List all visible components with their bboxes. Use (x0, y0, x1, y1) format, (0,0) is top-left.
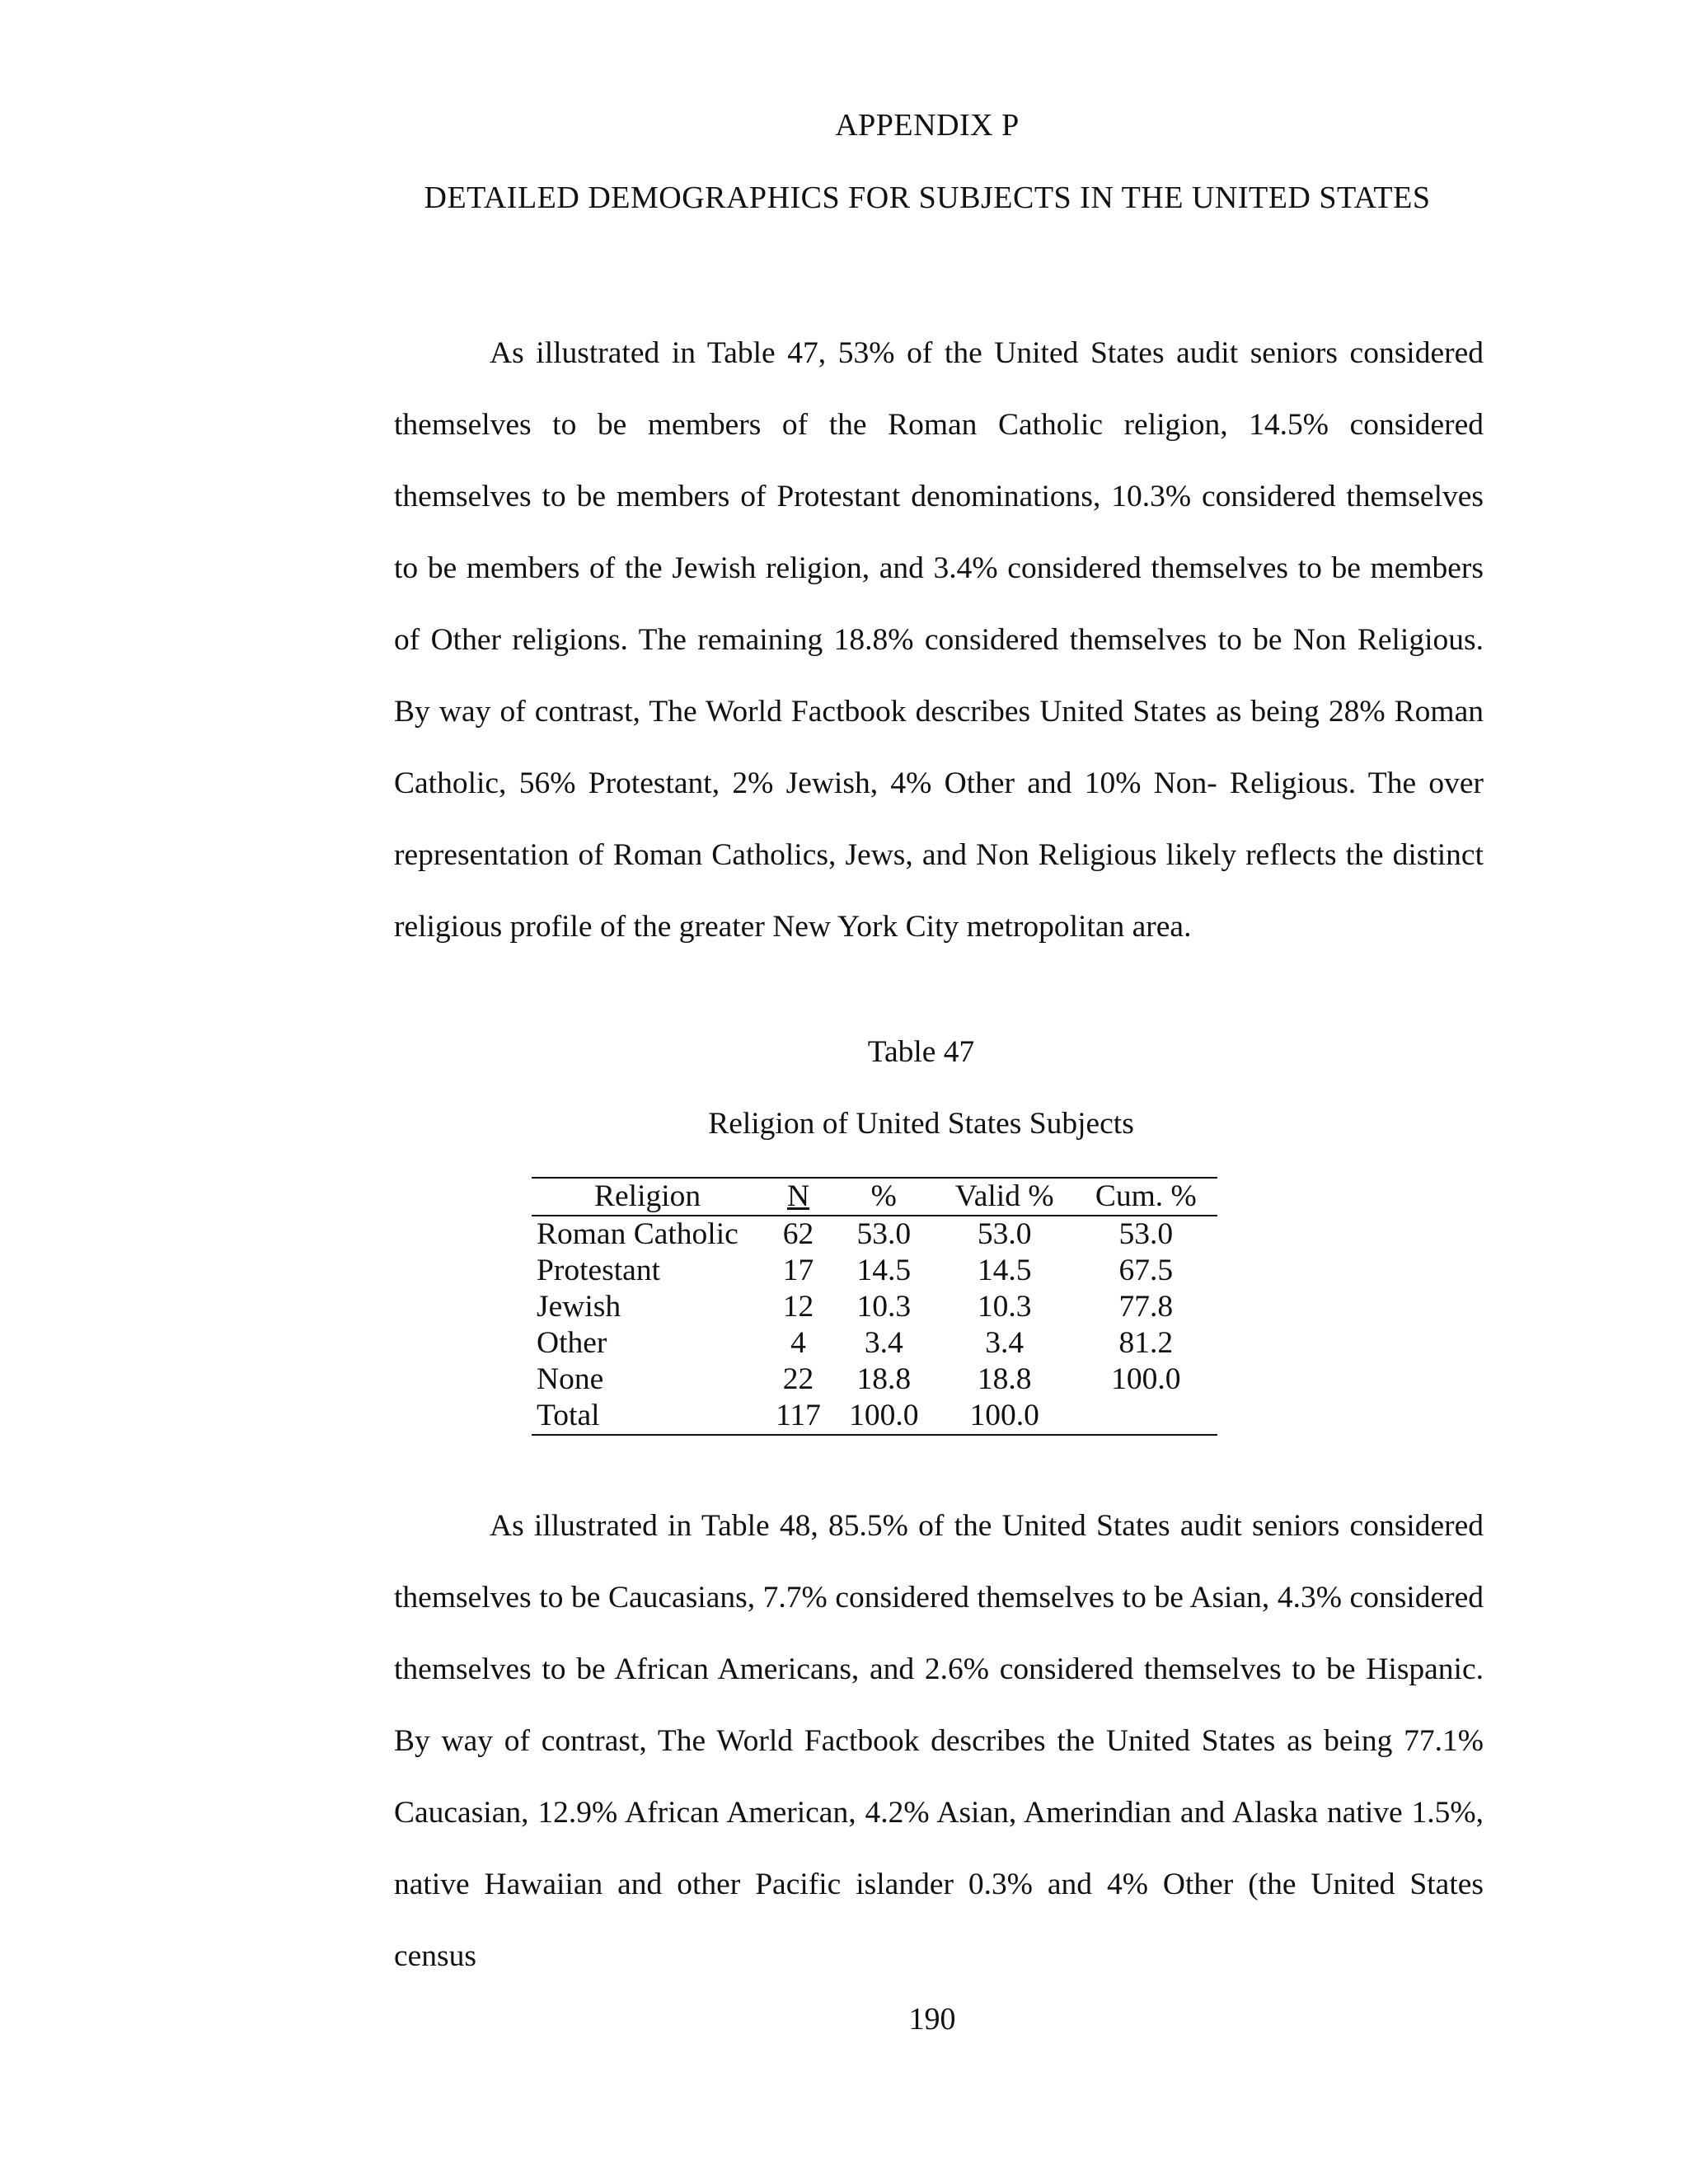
cell-percent: 14.5 (856, 1254, 912, 1287)
cell-valid-percent: 14.5 (977, 1254, 1032, 1287)
paragraph-religion: As illustrated in Table 47, 53% of the United States audit seniors considered themselves to be members of the Roman Catholic religion, 14.5% considered themselves to be members of Protestant denominations, 10.3% considered themselves to be members of the Jewish religion, and 3.4% considered themselves to be members of Other religions. The remaining 18.8% considered themselves to be Non Religious. By way of contrast, The World Factbook describes United States as being 28% Roman Catholic, 56% Protestant, 2% Jewish, 4% Other and 10% Non- Religious. The over representation of Roman Catholics, Jews, and Non Religious likely reflects the distinct religious profile of the greater New York City metropolitan area. (394, 336, 1484, 944)
cell-valid-percent: 100.0 (969, 1399, 1039, 1432)
header-percent: % (870, 1179, 897, 1213)
cell-percent: 100.0 (849, 1399, 919, 1432)
table-row-total (532, 1398, 1217, 1435)
page-number: 190 (908, 2002, 956, 2036)
cell-religion: None (537, 1362, 604, 1396)
table-header-row (532, 1178, 1217, 1216)
cell-n: 4 (790, 1326, 806, 1360)
table-row (532, 1253, 1217, 1289)
header-valid-percent: Valid % (954, 1179, 1054, 1213)
table-row (532, 1289, 1217, 1325)
cell-cumulative-percent: 81.2 (1118, 1326, 1174, 1360)
table-row (532, 1325, 1217, 1361)
cell-religion: Total (537, 1399, 600, 1432)
cell-valid-percent: 3.4 (985, 1326, 1025, 1360)
cell-n: 22 (782, 1362, 814, 1396)
appendix-label: APPENDIX P (835, 108, 1020, 143)
religion-table (532, 1177, 1217, 1436)
table-title: Religion of United States Subjects (708, 1107, 1134, 1141)
cell-percent: 10.3 (856, 1290, 912, 1324)
cell-percent: 18.8 (856, 1362, 912, 1396)
cell-n: 12 (782, 1290, 814, 1324)
cell-n: 62 (782, 1217, 814, 1251)
cell-valid-percent: 10.3 (977, 1290, 1032, 1324)
cell-percent: 3.4 (864, 1326, 903, 1360)
cell-cumulative-percent: 100.0 (1111, 1362, 1181, 1396)
cell-religion: Jewish (537, 1290, 621, 1324)
cell-valid-percent: 18.8 (977, 1362, 1032, 1396)
cell-religion: Other (537, 1326, 607, 1360)
paragraph-ethnicity: As illustrated in Table 48, 85.5% of the United States audit seniors considered themselves to be Caucasians, 7.7% considered themselves to be Asian, 4.3% considered themselves to be African Americans, and 2.6% considered themselves to be Hispanic. By way of contrast, The World Factbook describes the United States as being 77.1% Caucasian, 12.9% African American, 4.2% Asian, Amerindian and Alaska native 1.5%, native Hawaiian and other Pacific islander 0.3% and 4% Other (the United States census (394, 1509, 1484, 1973)
header-cumulative-percent: Cum. % (1095, 1179, 1197, 1213)
cell-n: 17 (782, 1254, 814, 1287)
table-row (532, 1216, 1217, 1253)
cell-cumulative-percent: 77.8 (1118, 1290, 1174, 1324)
cell-cumulative-percent (1075, 1398, 1217, 1435)
cell-cumulative-percent: 53.0 (1118, 1217, 1174, 1251)
cell-cumulative-percent: 67.5 (1118, 1254, 1174, 1287)
table-row (532, 1361, 1217, 1398)
cell-valid-percent: 53.0 (977, 1217, 1032, 1251)
cell-religion: Roman Catholic (537, 1217, 738, 1251)
header-n: N (786, 1179, 810, 1213)
cell-religion: Protestant (537, 1254, 660, 1287)
appendix-title: DETAILED DEMOGRAPHICS FOR SUBJECTS IN THE UNITED STATES (424, 180, 1431, 215)
cell-n: 117 (776, 1399, 821, 1432)
cell-percent: 53.0 (856, 1217, 912, 1251)
header-religion: Religion (594, 1179, 701, 1213)
table-number: Table 47 (867, 1035, 975, 1069)
